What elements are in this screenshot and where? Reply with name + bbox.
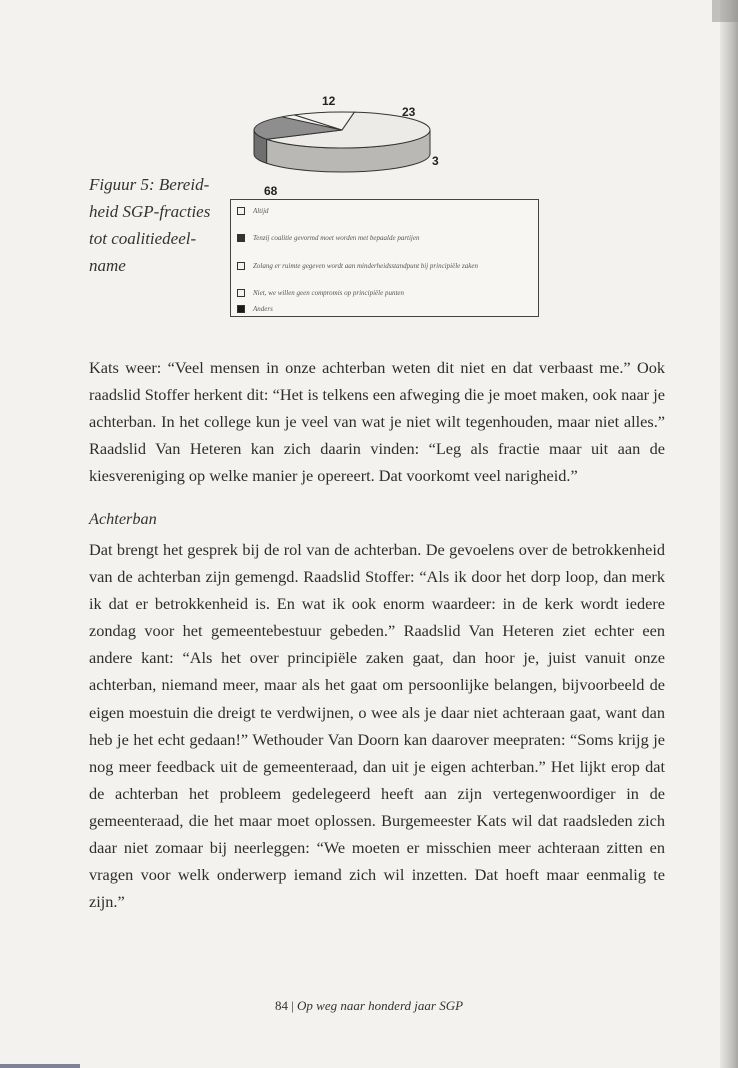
legend-item-niet [237,285,532,301]
footer-separator: | [291,998,294,1013]
page-footer [0,998,738,1014]
pie-value-label-2: 3 [432,154,439,168]
pie-value-label-1: 23 [402,105,416,119]
chart-legend [230,199,539,317]
figure-caption-line: tot coalitiedeel- [89,229,197,248]
figure-caption-line: name [89,256,126,275]
figure-caption [89,171,229,279]
book-title: Op weg naar honderd jaar SGP [297,998,464,1013]
pie-value-label-0: 68 [264,184,278,198]
legend-swatch [237,289,245,297]
legend-item-zolang [237,258,532,274]
legend-swatch [237,305,245,313]
figure-caption-line: heid SGP-fracties [89,202,211,221]
page-number: 84 [274,998,288,1013]
figure-caption-line: Figuur 5: Bereid- [89,175,210,194]
pie-value-label-3: 12 [322,94,336,108]
legend-label: Zolang er ruimte gegeven wordt aan minderheidsstandpunt bij principiële zaken [253,262,478,270]
legend-item-anders [237,301,532,317]
legend-swatch [237,262,245,270]
legend-label: Altijd [253,207,269,215]
paragraph: Kats weer: “Veel mensen in onze achterban weten dit niet en dat verbaast me.” Ook raadslid Stoffer herkent dit: “Het is telkens een afweging die je moet maken, ook naar je achterban. In het college kun je veel van wat je niet wilt tegenhouden, maar niet alles.” Raadslid Van Heteren kan zich daarin vinden: “Leg als fractie maar uit aan de kiesvereniging op welke manier je opereert. Dat voorkomt veel narigheid.” [89,358,665,486]
legend-item-altijd [237,203,532,219]
scan-artifact [0,1064,80,1068]
legend-label: Anders [253,305,273,313]
section-heading: Achterban [89,509,157,528]
legend-label: Tenzij coalitie gevormd moet worden met bepaalde partijen [253,234,420,242]
page-edge-shadow [712,0,738,22]
legend-swatch [237,234,245,242]
paragraph: Dat brengt het gesprek bij de rol van de achterban. De gevoelens over de betrokkenheid van de achterban zijn gemengd. Raadslid Stoffer: “Als ik door het dorp loop, dan merk ik dat er betrokkenheid is. En wat ik ook enorm waardeer: in de kerk wordt iedere zondag voor het gemeentebestuur gebeden.” Raadslid Van Heteren ziet echter een andere kant: “Als het over principiële zaken gaat, dan hoor je, juist vanuit onze achterban, niemand meer, maar als het gaat om persoonlijke belangen, bijvoorbeeld de eigen moestuin die dreigt te verdwijnen, o wee als je daar niet achteraan gaat, want dan heb je het echt gedaan!” Wethouder Van Doorn kan daarover meepraten: “Soms krijg je nog meer feedback uit de gemeenteraad, dan uit je eigen achterban.” Het lijkt erop dat de achterban het probleem gedelegeerd heeft aan zijn vertegenwoordiger in de gemeenteraad, die het maar moet oplossen. Burgemeester Kats wil dat raadsleden zich daar niet zomaar bij neerleggen: “We moeten er misschien meer achteraan zitten en vragen voor welk onderwerp iemand zich wil inzetten. Dat hoeft maar eenmalig te zijn.” [89,540,665,912]
legend-item-tenzij [237,230,532,246]
legend-swatch [237,207,245,215]
page-edge [720,0,738,1068]
legend-label: Niet, we willen geen compromis op principiële punten [253,289,404,297]
